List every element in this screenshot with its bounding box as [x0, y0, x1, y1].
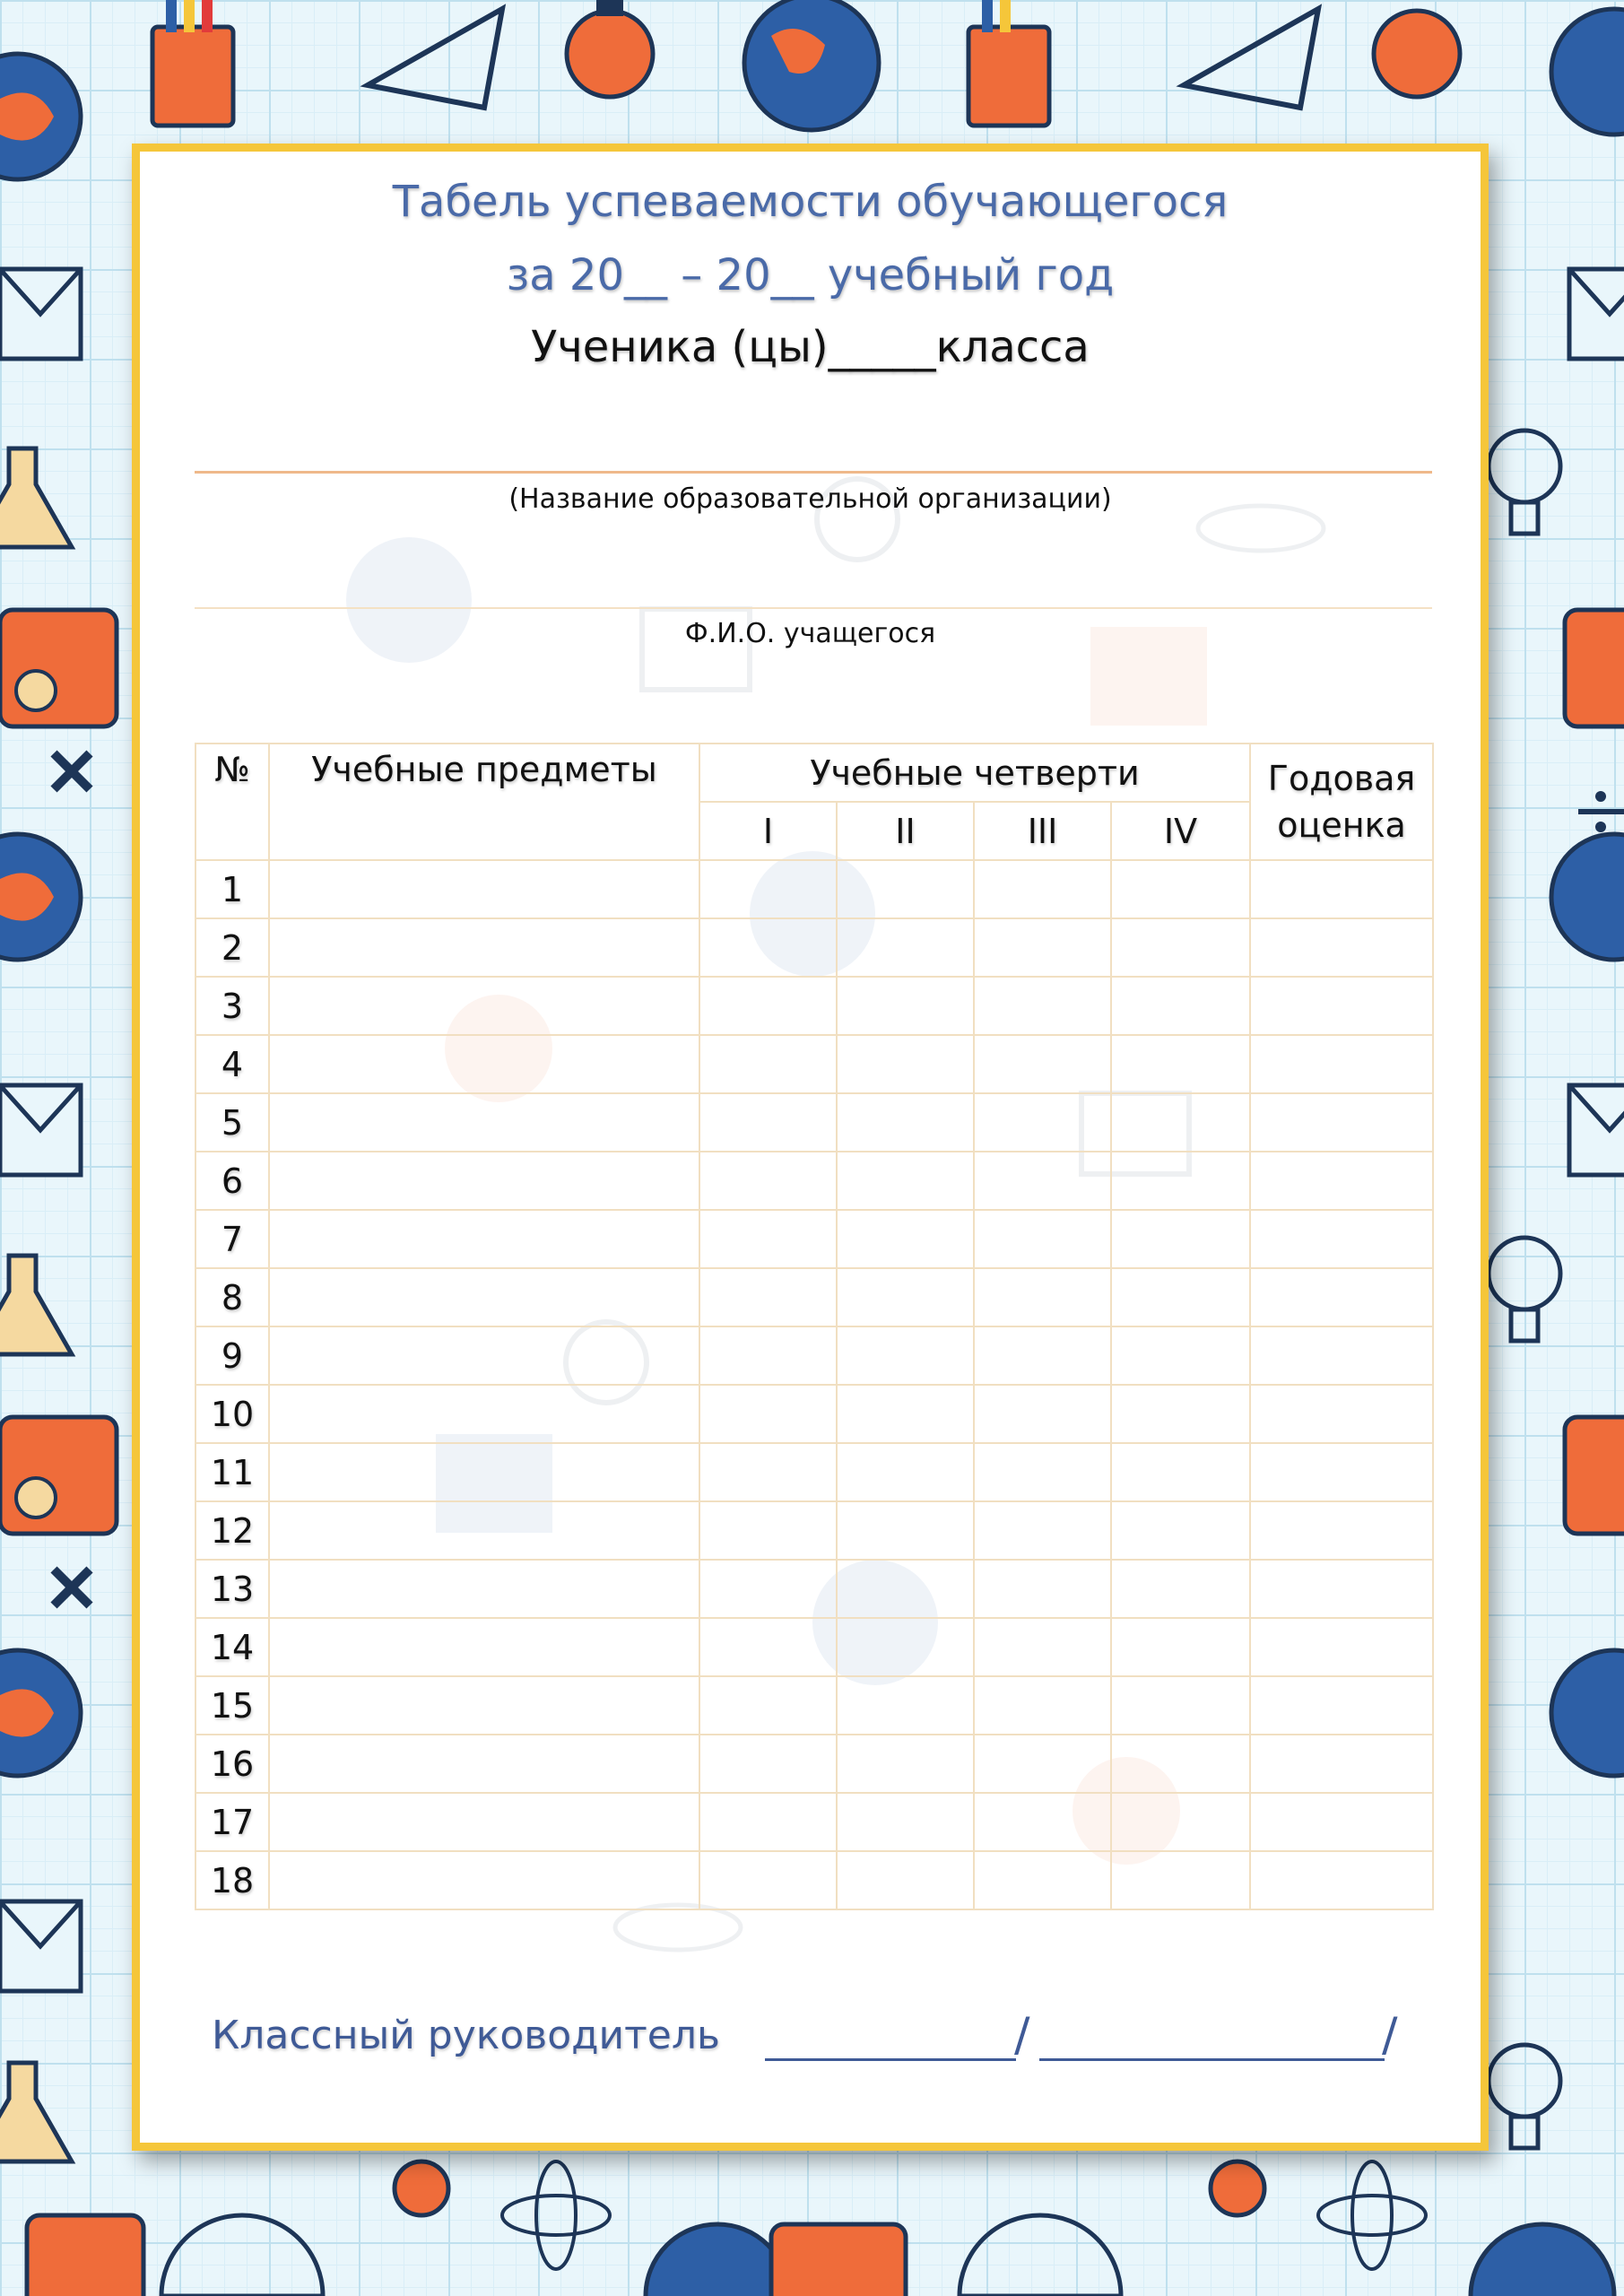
quarter-3-cell[interactable]: [974, 1560, 1111, 1618]
annual-grade-cell[interactable]: [1250, 860, 1433, 918]
globe-icon: [0, 834, 81, 960]
class-teacher-label: Классный руководитель: [212, 2013, 720, 2058]
triangle-ruler-icon: [1184, 9, 1318, 108]
flask-icon: [0, 2063, 72, 2161]
row-number: 6: [195, 1152, 269, 1210]
organization-name-line[interactable]: [195, 471, 1432, 474]
report-card-sheet: [132, 144, 1489, 2151]
student-class-line: Ученика (цы)_____класса: [531, 322, 1090, 372]
row-number: 15: [195, 1676, 269, 1735]
student-name-line[interactable]: [195, 607, 1432, 609]
quarter-3-cell[interactable]: [974, 1618, 1111, 1676]
annual-grade-cell[interactable]: [1250, 1093, 1433, 1152]
quarter-1-cell[interactable]: [699, 1735, 837, 1793]
subject-cell[interactable]: [269, 977, 699, 1035]
envelope-icon: [1569, 1085, 1624, 1175]
col-annual-header-line1: Годовая: [1267, 759, 1416, 798]
quarter-4-cell[interactable]: [1111, 1501, 1250, 1560]
quarter-4-cell[interactable]: [1111, 1735, 1250, 1793]
pencil-cup-icon: [968, 0, 1049, 126]
table-row: [195, 1560, 1433, 1618]
quarter-3-cell[interactable]: [974, 1735, 1111, 1793]
row-number: 14: [195, 1618, 269, 1676]
subject-cell[interactable]: [269, 1735, 699, 1793]
quarter-2-cell[interactable]: [837, 1618, 974, 1676]
flask-icon: [567, 0, 653, 97]
table-row: [195, 1793, 1433, 1851]
quarter-4-cell[interactable]: [1111, 1851, 1250, 1909]
divide-icon: [1578, 791, 1624, 832]
quarter-1-cell[interactable]: [699, 1035, 837, 1093]
quarter-4-cell[interactable]: [1111, 1210, 1250, 1268]
quarter-4-cell[interactable]: [1111, 1443, 1250, 1501]
quarter-4-cell[interactable]: [1111, 1793, 1250, 1851]
row-number: 7: [195, 1210, 269, 1268]
organization-caption: (Название образовательной организации): [508, 483, 1112, 515]
quarter-2-cell[interactable]: [837, 977, 974, 1035]
annual-grade-cell[interactable]: [1250, 1851, 1433, 1909]
flask-icon: [0, 1256, 72, 1354]
quarter-1-cell[interactable]: [699, 977, 837, 1035]
light-bulb-icon: [1489, 2045, 1560, 2148]
quarter-3-cell[interactable]: [974, 1851, 1111, 1909]
light-bulb-icon: [1489, 430, 1560, 534]
globe-icon: [1471, 2224, 1614, 2296]
subject-cell[interactable]: [269, 1793, 699, 1851]
subject-cell[interactable]: [269, 1268, 699, 1326]
quarter-2-cell[interactable]: [837, 1152, 974, 1210]
row-number: 16: [195, 1735, 269, 1793]
subject-cell[interactable]: [269, 1618, 699, 1676]
col-quarters-header: Учебные четверти: [699, 744, 1250, 802]
quarter-4-cell[interactable]: [1111, 918, 1250, 977]
annual-grade-cell[interactable]: [1250, 1501, 1433, 1560]
quarter-header: III: [974, 802, 1111, 860]
quarter-1-cell[interactable]: [699, 1210, 837, 1268]
quarter-4-cell[interactable]: [1111, 1560, 1250, 1618]
quarter-3-cell[interactable]: [974, 1385, 1111, 1443]
quarter-4-cell[interactable]: [1111, 860, 1250, 918]
quarter-1-cell[interactable]: [699, 1501, 837, 1560]
annual-grade-cell[interactable]: [1250, 1152, 1433, 1210]
quarter-2-cell[interactable]: [837, 1793, 974, 1851]
subject-cell[interactable]: [269, 1035, 699, 1093]
table-row: [195, 1093, 1433, 1152]
quarter-4-cell[interactable]: [1111, 1268, 1250, 1326]
quarter-2-cell[interactable]: [837, 1268, 974, 1326]
subject-cell[interactable]: [269, 1501, 699, 1560]
quarter-2-cell[interactable]: [837, 1326, 974, 1385]
teacher-signature-line[interactable]: [765, 2058, 1016, 2061]
quarter-3-cell[interactable]: [974, 1268, 1111, 1326]
col-subjects-header: Учебные предметы: [269, 744, 699, 860]
quarter-2-cell[interactable]: [837, 1210, 974, 1268]
table-row: [195, 1210, 1433, 1268]
quarter-1-cell[interactable]: [699, 1676, 837, 1735]
annual-grade-cell[interactable]: [1250, 1793, 1433, 1851]
subject-cell[interactable]: [269, 860, 699, 918]
quarter-1-cell[interactable]: [699, 1443, 837, 1501]
row-number: 12: [195, 1501, 269, 1560]
atom-icon: [615, 1905, 741, 1950]
briefcase-icon: [1565, 610, 1624, 726]
quarter-header: II: [837, 802, 974, 860]
annual-grade-cell[interactable]: [1250, 1326, 1433, 1385]
row-number: 9: [195, 1326, 269, 1385]
quarter-4-cell[interactable]: [1111, 1676, 1250, 1735]
envelope-icon: [0, 1085, 81, 1175]
quarter-1-cell[interactable]: [699, 1268, 837, 1326]
row-number: 17: [195, 1793, 269, 1851]
table-row: [195, 1152, 1433, 1210]
row-number: 5: [195, 1093, 269, 1152]
quarter-1-cell[interactable]: [699, 1851, 837, 1909]
grade-rows: [195, 860, 1433, 1909]
signature-slash: /: [1382, 2008, 1398, 2062]
annual-grade-cell[interactable]: [1250, 1268, 1433, 1326]
student-name-caption: Ф.И.О. учащегося: [684, 618, 936, 649]
quarter-2-cell[interactable]: [837, 918, 974, 977]
quarter-2-cell[interactable]: [837, 1385, 974, 1443]
row-number: 13: [195, 1560, 269, 1618]
subject-cell[interactable]: [269, 1152, 699, 1210]
annual-grade-cell[interactable]: [1250, 1735, 1433, 1793]
row-number: 8: [195, 1268, 269, 1326]
quarter-1-cell[interactable]: [699, 1793, 837, 1851]
quarter-1-cell[interactable]: [699, 1385, 837, 1443]
quarter-3-cell[interactable]: [974, 1326, 1111, 1385]
protractor-icon: [960, 2215, 1121, 2296]
briefcase-icon: [0, 1417, 117, 1534]
annual-grade-cell[interactable]: [1250, 1385, 1433, 1443]
col-annual-header: [1250, 744, 1433, 860]
quarter-3-cell[interactable]: [974, 1443, 1111, 1501]
subject-cell[interactable]: [269, 1093, 699, 1152]
quarter-2-cell[interactable]: [837, 1093, 974, 1152]
quarter-1-cell[interactable]: [699, 860, 837, 918]
annual-grade-cell[interactable]: [1250, 1443, 1433, 1501]
briefcase-icon: [1565, 1417, 1624, 1534]
quarter-4-cell[interactable]: [1111, 1152, 1250, 1210]
quarter-1-cell[interactable]: [699, 1560, 837, 1618]
globe-icon: [1551, 834, 1624, 960]
pencil-cup-icon: [152, 0, 233, 126]
subject-cell[interactable]: [269, 1385, 699, 1443]
quarter-2-cell[interactable]: [837, 1676, 974, 1735]
subject-cell[interactable]: [269, 1851, 699, 1909]
subject-cell[interactable]: [269, 1443, 699, 1501]
quarter-3-cell[interactable]: [974, 1501, 1111, 1560]
row-number: 4: [195, 1035, 269, 1093]
cross-icon: [54, 1570, 90, 1605]
signature-slash: /: [1014, 2008, 1030, 2062]
quarter-3-cell[interactable]: [974, 1035, 1111, 1093]
triangle-ruler-icon: [368, 9, 502, 108]
quarter-4-cell[interactable]: [1111, 977, 1250, 1035]
table-row: [195, 1735, 1433, 1793]
row-number: 18: [195, 1851, 269, 1909]
table-row: [195, 977, 1433, 1035]
table-row: [195, 1326, 1433, 1385]
quarter-2-cell[interactable]: [837, 860, 974, 918]
annual-grade-cell[interactable]: [1250, 918, 1433, 977]
table-row: [195, 860, 1433, 918]
table-row: [195, 1676, 1433, 1735]
subject-cell[interactable]: [269, 1676, 699, 1735]
quarter-2-cell[interactable]: [837, 1443, 974, 1501]
annual-grade-cell[interactable]: [1250, 1210, 1433, 1268]
alarm-clock-icon: [395, 2161, 448, 2215]
light-bulb-icon: [1489, 1238, 1560, 1341]
quarter-2-cell[interactable]: [837, 1560, 974, 1618]
quarter-header: I: [699, 802, 837, 860]
table-row: [195, 1035, 1433, 1093]
envelope-icon: [0, 1901, 81, 1991]
annual-grade-cell[interactable]: [1250, 1618, 1433, 1676]
quarter-2-cell[interactable]: [837, 1035, 974, 1093]
row-number: 3: [195, 977, 269, 1035]
globe-icon: [0, 1650, 81, 1776]
globe-icon: [744, 0, 879, 130]
quarter-4-cell[interactable]: [1111, 1618, 1250, 1676]
grades-table: [195, 743, 1434, 1910]
protractor-icon: [161, 2215, 323, 2296]
row-number: 2: [195, 918, 269, 977]
annual-grade-cell[interactable]: [1250, 1676, 1433, 1735]
subject-cell[interactable]: [269, 1326, 699, 1385]
envelope-icon: [0, 269, 81, 359]
flask-icon: [1374, 11, 1460, 97]
atom-icon: [1318, 2161, 1426, 2269]
quarter-3-cell[interactable]: [974, 1152, 1111, 1210]
col-annual-header-line2: оценка: [1277, 805, 1406, 845]
quarter-3-cell[interactable]: [974, 860, 1111, 918]
quarter-3-cell[interactable]: [974, 1793, 1111, 1851]
quarter-4-cell[interactable]: [1111, 1035, 1250, 1093]
report-title: Табель успеваемости обучающегося: [392, 177, 1229, 227]
envelope-icon: [1569, 269, 1624, 359]
quarter-4-cell[interactable]: [1111, 1093, 1250, 1152]
globe-icon: [646, 2224, 789, 2296]
globe-icon: [1551, 1650, 1624, 1776]
annual-grade-cell[interactable]: [1250, 1035, 1433, 1093]
table-row: [195, 1851, 1433, 1909]
quarter-3-cell[interactable]: [974, 977, 1111, 1035]
quarter-2-cell[interactable]: [837, 1735, 974, 1793]
subject-cell[interactable]: [269, 1210, 699, 1268]
table-row: [195, 918, 1433, 977]
annual-grade-cell[interactable]: [1250, 1560, 1433, 1618]
school-year-line: за 20__ – 20__ учебный год: [506, 250, 1115, 300]
quarter-4-cell[interactable]: [1111, 1326, 1250, 1385]
subject-cell[interactable]: [269, 1560, 699, 1618]
subject-cell[interactable]: [269, 918, 699, 977]
quarter-3-cell[interactable]: [974, 1676, 1111, 1735]
quarter-4-cell[interactable]: [1111, 1385, 1250, 1443]
atom-icon: [502, 2161, 610, 2269]
table-row: [195, 1443, 1433, 1501]
quarter-2-cell[interactable]: [837, 1851, 974, 1909]
row-number: 11: [195, 1443, 269, 1501]
col-number-header: №: [195, 744, 269, 860]
briefcase-icon: [771, 2224, 906, 2296]
table-row: [195, 1268, 1433, 1326]
globe-icon: [0, 54, 81, 179]
quarter-header: IV: [1111, 802, 1250, 860]
quarter-3-cell[interactable]: [974, 918, 1111, 977]
quarter-1-cell[interactable]: [699, 1618, 837, 1676]
table-header-row: [195, 744, 1433, 802]
briefcase-icon: [27, 2215, 143, 2296]
row-number: 1: [195, 860, 269, 918]
annual-grade-cell[interactable]: [1250, 977, 1433, 1035]
quarter-1-cell[interactable]: [699, 1093, 837, 1152]
quarter-1-cell[interactable]: [699, 1152, 837, 1210]
quarter-3-cell[interactable]: [974, 1093, 1111, 1152]
flask-icon: [0, 448, 72, 547]
alarm-clock-icon: [1211, 2161, 1264, 2215]
quarter-1-cell[interactable]: [699, 1326, 837, 1385]
globe-icon: [1551, 9, 1624, 135]
teacher-name-line[interactable]: [1039, 2058, 1385, 2061]
quarter-1-cell[interactable]: [699, 918, 837, 977]
quarter-3-cell[interactable]: [974, 1210, 1111, 1268]
table-row: [195, 1385, 1433, 1443]
table-row: [195, 1501, 1433, 1560]
table-row: [195, 1618, 1433, 1676]
row-number: 10: [195, 1385, 269, 1443]
quarter-2-cell[interactable]: [837, 1501, 974, 1560]
cross-icon: [54, 753, 90, 789]
briefcase-icon: [0, 610, 117, 726]
